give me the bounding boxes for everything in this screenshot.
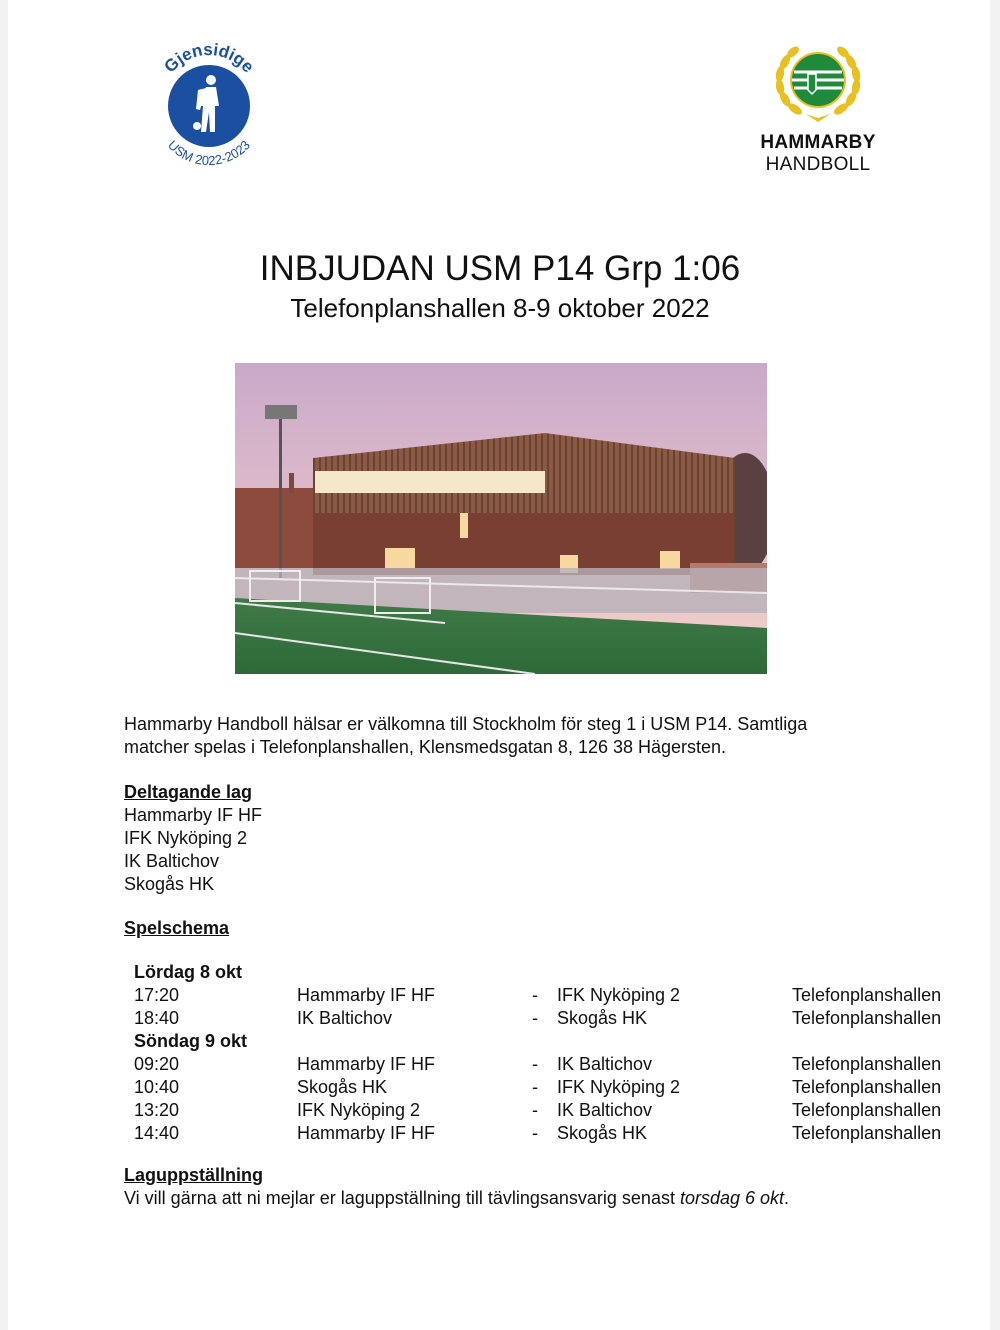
lineup-text: Vi vill gärna att ni mejlar er laguppställning till tävlingsansvarig senast	[124, 1188, 680, 1208]
match-dash: -	[532, 1123, 538, 1143]
match-dash: -	[532, 1077, 538, 1097]
match-home: Skogås HK	[297, 1077, 388, 1097]
venue-photo	[235, 363, 767, 674]
intro-line-1: Hammarby Handboll hälsar er välkomna till Stockholm för steg 1 i USM P14. Samtliga	[124, 714, 808, 734]
match-dash: -	[532, 985, 538, 1005]
match-time: 17:20	[134, 985, 180, 1005]
lineup-deadline: torsdag 6 okt	[679, 1188, 785, 1208]
lineup-heading: Laguppställning	[124, 1165, 263, 1185]
team-item: IFK Nyköping 2	[124, 828, 248, 848]
day-label: Lördag 8 okt	[134, 962, 243, 982]
intro-paragraph	[124, 713, 807, 759]
participants-heading: Deltagande lag	[124, 782, 253, 802]
match-time: 13:20	[134, 1100, 180, 1120]
match-time: 18:40	[134, 1008, 180, 1028]
match-away: Skogås HK	[557, 1123, 648, 1143]
match-time: 14:40	[134, 1123, 180, 1143]
match-away: IFK Nyköping 2	[557, 985, 681, 1005]
intro-line-2: matcher spelas i Telefonplanshallen, Klensmedsgatan 8, 126 38 Hägersten.	[124, 737, 727, 757]
page-subtitle: Telefonplanshallen 8-9 oktober 2022	[290, 293, 710, 323]
laurel-crest-icon	[758, 34, 878, 129]
schedule-heading: Spelschema	[124, 918, 230, 938]
usm-logo	[148, 40, 270, 172]
match-home: IK Baltichov	[297, 1008, 393, 1028]
match-venue: Telefonplanshallen	[792, 985, 942, 1005]
usm-ring-bottom-text: USM 2022-2023	[164, 137, 254, 169]
usm-ring-top-text: Gjensidige	[160, 40, 258, 77]
match-home: Hammarby IF HF	[297, 985, 436, 1005]
match-row	[134, 1122, 942, 1145]
club-subtitle: HANDBOLL	[765, 154, 871, 175]
match-row	[134, 1099, 942, 1122]
match-row	[134, 984, 942, 1007]
hammarby-logo	[758, 34, 878, 179]
match-time: 09:20	[134, 1054, 180, 1074]
club-name: HAMMARBY	[760, 132, 876, 153]
team-item: Skogås HK	[124, 874, 215, 894]
document-page	[8, 0, 990, 1330]
match-away: IK Baltichov	[557, 1100, 653, 1120]
match-row	[134, 1053, 942, 1076]
match-row	[134, 1007, 942, 1030]
match-home: Hammarby IF HF	[297, 1054, 436, 1074]
match-dash: -	[532, 1008, 538, 1028]
lineup-end: .	[784, 1188, 790, 1208]
schedule-table	[134, 961, 942, 1145]
match-home: Hammarby IF HF	[297, 1123, 436, 1143]
participants-list	[124, 804, 262, 896]
match-home: IFK Nyköping 2	[297, 1100, 421, 1120]
match-time: 10:40	[134, 1077, 180, 1097]
match-away: IK Baltichov	[557, 1054, 653, 1074]
day-label: Söndag 9 okt	[134, 1031, 248, 1051]
match-away: Skogås HK	[557, 1008, 648, 1028]
match-venue: Telefonplanshallen	[792, 1077, 942, 1097]
match-venue: Telefonplanshallen	[792, 1054, 942, 1074]
team-item: Hammarby IF HF	[124, 805, 263, 825]
team-item: IK Baltichov	[124, 851, 220, 871]
match-venue: Telefonplanshallen	[792, 1008, 942, 1028]
match-dash: -	[532, 1054, 538, 1074]
match-dash: -	[532, 1100, 538, 1120]
match-row	[134, 1076, 942, 1099]
match-venue: Telefonplanshallen	[792, 1123, 942, 1143]
page-title: INBJUDAN USM P14 Grp 1:06	[259, 249, 741, 288]
match-venue: Telefonplanshallen	[792, 1100, 942, 1120]
match-away: IFK Nyköping 2	[557, 1077, 681, 1097]
lineup-paragraph	[124, 1187, 789, 1210]
